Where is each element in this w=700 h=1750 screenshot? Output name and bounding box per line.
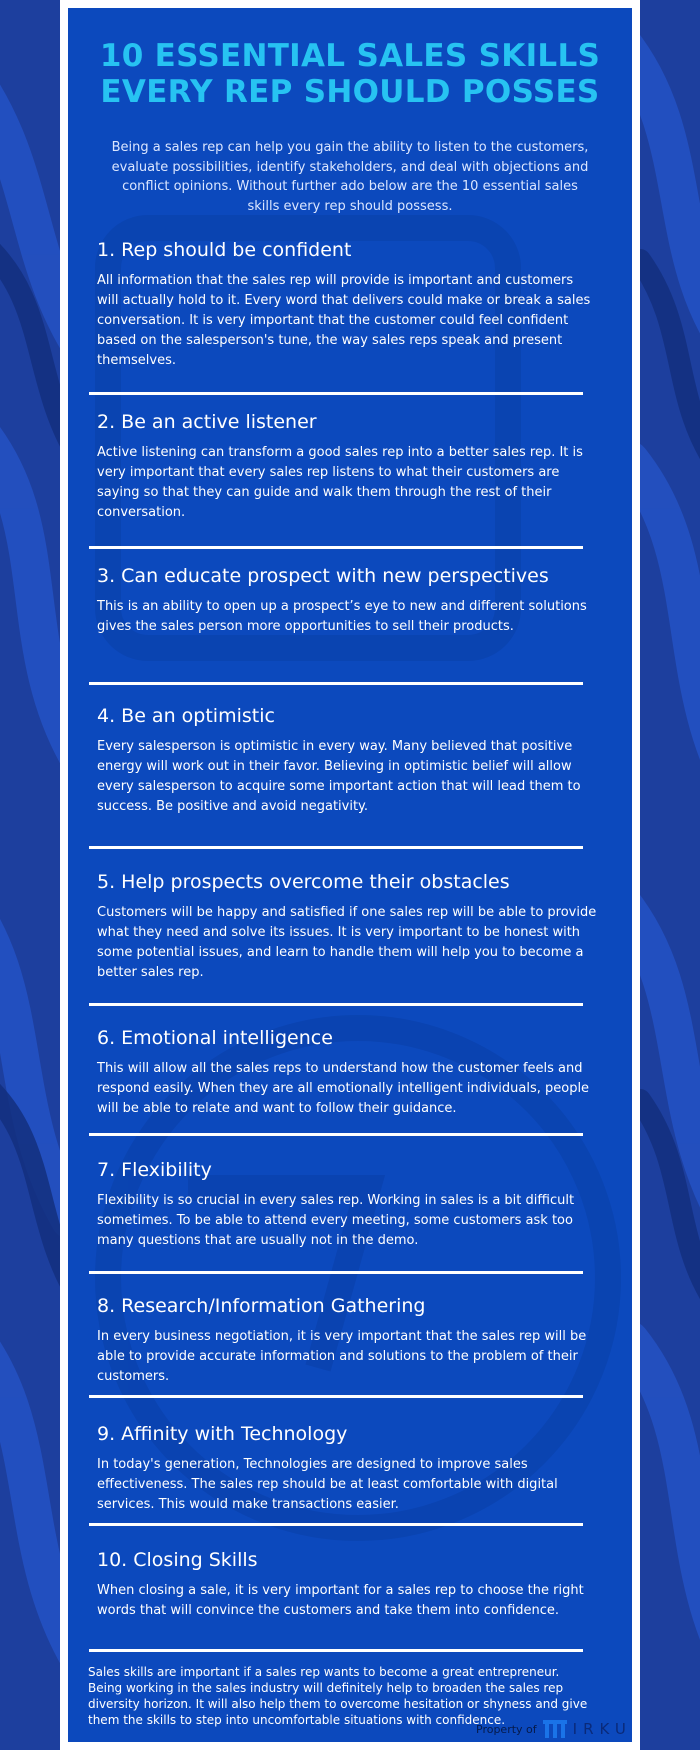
section-divider xyxy=(89,846,583,849)
title-line-2: EVERY REP SHOULD POSSES xyxy=(100,74,600,110)
section-divider xyxy=(89,682,583,685)
skill-heading: 5. Help prospects overcome their obstacles xyxy=(97,871,510,893)
skill-section-3 xyxy=(97,564,597,637)
section-divider xyxy=(89,1395,583,1398)
closing-paragraph: Sales skills are important if a sales rep wants to become a great entrepreneur. Being working in the sales industry will definitely help to broaden the sales rep diversity horizon. It will also help them to overcome hesitation or shyness and give them the skills to step into uncomfortable situations with confidence. xyxy=(88,1665,588,1727)
skill-section-1 xyxy=(97,238,597,371)
skill-section-5 xyxy=(97,870,597,983)
skill-body: Customers will be happy and satisfied if one sales rep will be able to provide what they need and solve its issues. It is very important to be honest with some potential issues, and learn to handle them will help you to become a better sales rep. xyxy=(97,905,597,980)
skill-heading: 10. Closing Skills xyxy=(97,1549,258,1571)
skill-body: Flexibility is so crucial in every sales rep. Working in sales is a bit difficult sometimes. To be able to attend every meeting, some customers ask too many questions that are usually not in the demo. xyxy=(97,1193,575,1248)
skill-section-2 xyxy=(97,410,597,523)
skill-heading: 1. Rep should be confident xyxy=(97,239,352,261)
skill-section-4 xyxy=(97,704,597,817)
intro-paragraph: Being a sales rep can help you gain the ability to listen to the customers, evaluate possibilities, identify stakeholders, and deal with objections and conflict opinions. Without further ado below are the 10 essential sales skills every rep should possess. xyxy=(111,140,589,214)
skill-body: In every business negotiation, it is very important that the sales rep will be able to provide accurate information and solutions to the problem of their customers. xyxy=(97,1329,587,1384)
content-panel xyxy=(68,8,632,1742)
skill-heading: 6. Emotional intelligence xyxy=(97,1027,333,1049)
section-divider xyxy=(89,392,583,395)
skill-heading: 8. Research/Information Gathering xyxy=(97,1295,426,1317)
skill-body: Active listening can transform a good sales rep into a better sales rep. It is very important that every sales rep listens to what their customers are saying so that they can guide and walk them through the rest of their conversation. xyxy=(97,445,583,520)
skill-body: Every salesperson is optimistic in every way. Many believed that positive energy will work out in their favor. Believing in optimistic belief will allow every salesperson to acquire some important action that will lead them to success. Be positive and avoid negativity. xyxy=(97,739,581,814)
title-line-1: 10 ESSENTIAL SALES SKILLS xyxy=(99,38,601,74)
skill-heading: 9. Affinity with Technology xyxy=(97,1423,348,1445)
skill-section-8 xyxy=(97,1294,597,1387)
section-divider xyxy=(89,1649,583,1652)
skill-body: This is an ability to open up a prospect’s eye to new and different solutions gives the sales person more opportunities to sell their products. xyxy=(97,599,587,634)
skill-heading: 4. Be an optimistic xyxy=(97,705,275,727)
section-divider xyxy=(89,1003,583,1006)
brand-name: IRKU xyxy=(572,1720,632,1738)
skill-body: All information that the sales rep will provide is important and customers will actually hold to it. Every word that delivers could make or break a sales conversation. It is very important that the customer could feel confident based on the salesperson's tune, the way sales reps speak and present themselves. xyxy=(97,273,591,368)
skill-heading: 3. Can educate prospect with new perspectives xyxy=(97,565,549,587)
skill-section-6 xyxy=(97,1026,597,1119)
section-divider xyxy=(89,1133,583,1136)
skill-body: This will allow all the sales reps to understand how the customer feels and respond easily. When they are all emotionally intelligent individuals, people will be able to relate and want to follow their guidance. xyxy=(97,1061,590,1116)
skill-section-7 xyxy=(97,1158,597,1251)
section-divider xyxy=(89,546,583,549)
section-divider xyxy=(89,1271,583,1274)
skill-section-9 xyxy=(97,1422,597,1515)
skill-section-10 xyxy=(97,1548,597,1621)
skill-body: When closing a sale, it is very important for a sales rep to choose the right words that will convince the customers and take them into confidence. xyxy=(97,1583,584,1618)
skill-heading: 7. Flexibility xyxy=(97,1159,212,1181)
property-label: Property of xyxy=(476,1722,537,1736)
section-divider xyxy=(89,1523,583,1526)
page-title xyxy=(68,38,632,110)
skill-heading: 2. Be an active listener xyxy=(97,411,317,433)
skill-body: In today's generation, Technologies are designed to improve sales effectiveness. The sales rep should be at least comfortable with digital services. This would make transactions easier. xyxy=(97,1457,558,1512)
property-credit xyxy=(476,1720,632,1738)
mirku-logo-icon xyxy=(543,1720,567,1738)
